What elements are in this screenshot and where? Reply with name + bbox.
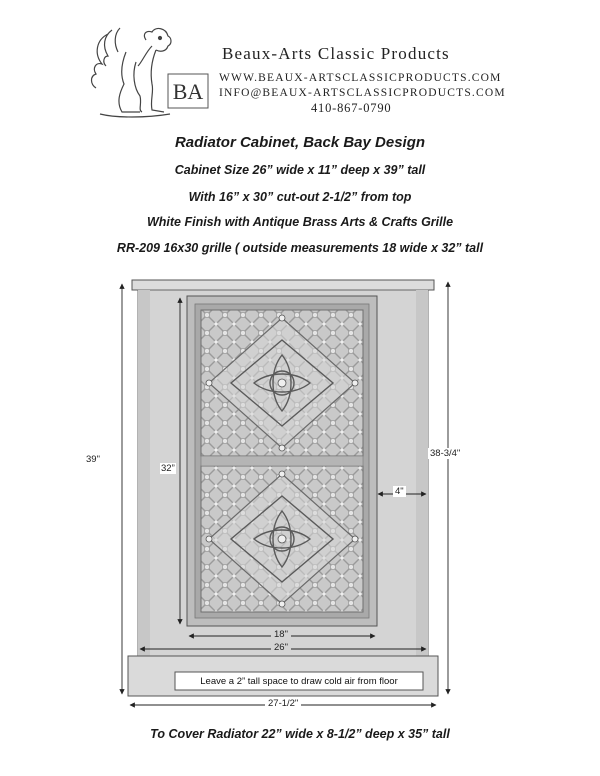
spec-finish: White Finish with Antique Brass Arts & Crafts Grille xyxy=(146,215,454,229)
page-title: Radiator Cabinet, Back Bay Design xyxy=(174,134,426,151)
logo-monogram: BA xyxy=(172,79,204,104)
footer-radiator-size: To Cover Radiator 22” wide x 8-1/2” deep x 35” tall xyxy=(150,727,450,741)
cabinet-top xyxy=(132,280,434,290)
phone-number: 410-867-0790 xyxy=(311,101,392,115)
email-link[interactable]: INFO@BEAUX-ARTSCLASSICPRODUCTS.COM xyxy=(219,87,506,99)
spec-grille-model: RR-209 16x30 grille ( outside measurements 18 wide x 32” tall xyxy=(116,241,484,255)
dim-base-width: 27-1/2" xyxy=(265,698,301,709)
spec-cutout: With 16” x 30” cut-out 2-1/2” from top xyxy=(188,190,412,204)
base-note: Leave a 2” tall space to draw cold air from floor xyxy=(200,676,398,687)
dim-grille-width: 18" xyxy=(271,629,291,640)
website-link[interactable]: WWW.BEAUX-ARTSCLASSICPRODUCTS.COM xyxy=(219,72,502,84)
dim-grille-height: 32” xyxy=(161,463,175,474)
dim-cabinet-width: 26" xyxy=(271,642,291,653)
dim-total-height: 39" xyxy=(86,454,100,465)
spec-cabinet-size: Cabinet Size 26” wide x 11” deep x 39” tall xyxy=(174,163,426,177)
dim-side-margin: 4" xyxy=(395,486,404,497)
company-name: Beaux-Arts Classic Products xyxy=(222,44,450,63)
dim-right-height: 38-3/4" xyxy=(430,448,461,459)
arts-crafts-grille xyxy=(201,310,363,612)
